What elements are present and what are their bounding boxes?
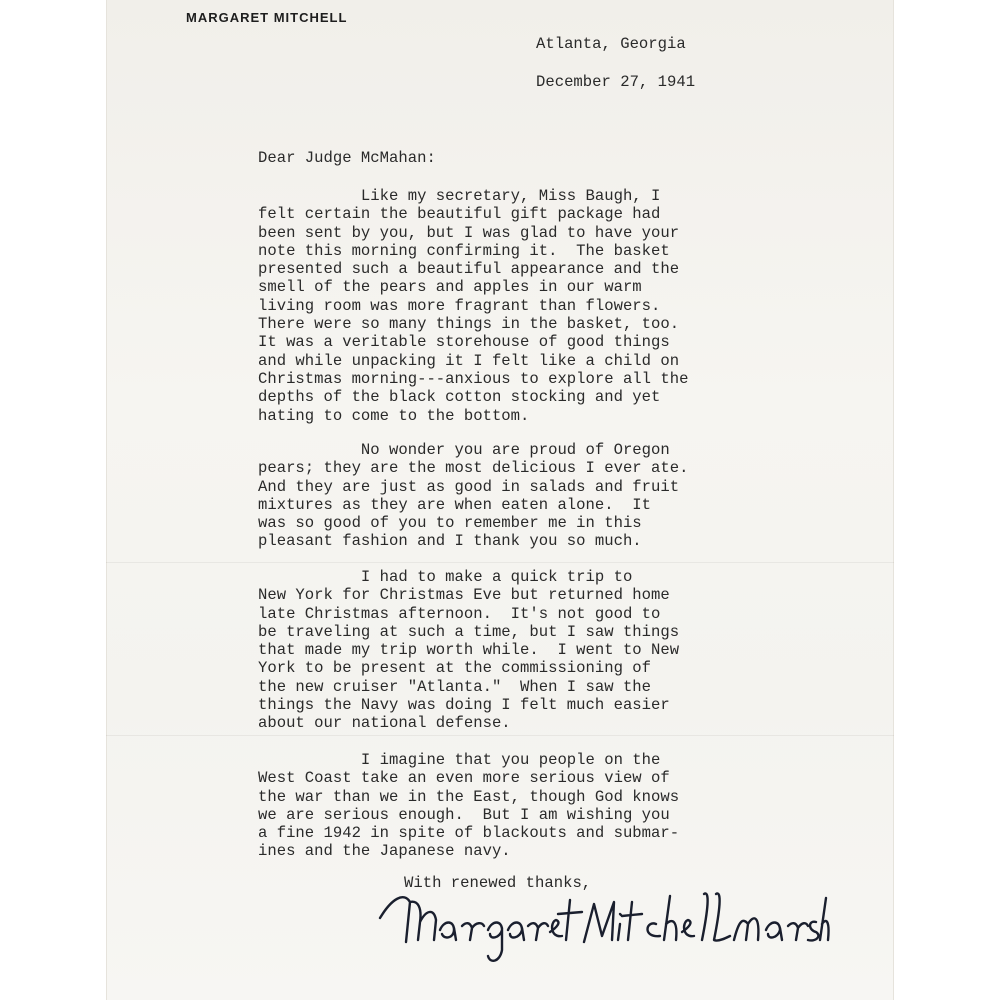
letter-place: Atlanta, Georgia xyxy=(536,35,686,53)
paragraph: I imagine that you people on the West Coast take an even more serious view of the war than we in the East, though God knows we are serious enough. But I am wishing you a fine 1942 in spite of blackouts and submar- ines and the Japanese navy. xyxy=(258,751,680,861)
paper-fold xyxy=(106,562,894,563)
handwritten-signature xyxy=(370,880,830,975)
closing: With renewed thanks, xyxy=(404,874,592,892)
paper-fold xyxy=(106,735,894,736)
letter-date: December 27, 1941 xyxy=(536,73,696,91)
paragraph: Like my secretary, Miss Baugh, I felt certain the beautiful gift package had been sent by you, but I was glad to have your note this morning confirming it. The basket presented such a beautiful appearance and the smell of the pears and apples in our warm living room was more fragrant than flowers. There were so many things in the basket, too. It was a veritable storehouse of good things and while unpacking it I felt like a child on Christmas morning---anxious to explore all the depths of the black cotton stocking and yet hating to come to the bottom. xyxy=(258,187,689,425)
paragraph: No wonder you are proud of Oregon pears; they are the most delicious I ever ate. And they are just as good in salads and fruit mixtures as they are when eaten alone. It was so good of you to remember me in this pleasant fashion and I thank you so much. xyxy=(258,441,689,551)
letterhead: MARGARET MITCHELL xyxy=(186,10,348,25)
paragraph: I had to make a quick trip to New York for Christmas Eve but returned home late Christmas afternoon. It's not good to be traveling at such a time, but I saw things that made my trip worth while. I went to New York to be present at the commissioning of the new cruiser "Atlanta." When I saw the things the Navy was doing I felt much easier about our national defense. xyxy=(258,568,680,733)
salutation: Dear Judge McMahan: xyxy=(258,149,436,167)
